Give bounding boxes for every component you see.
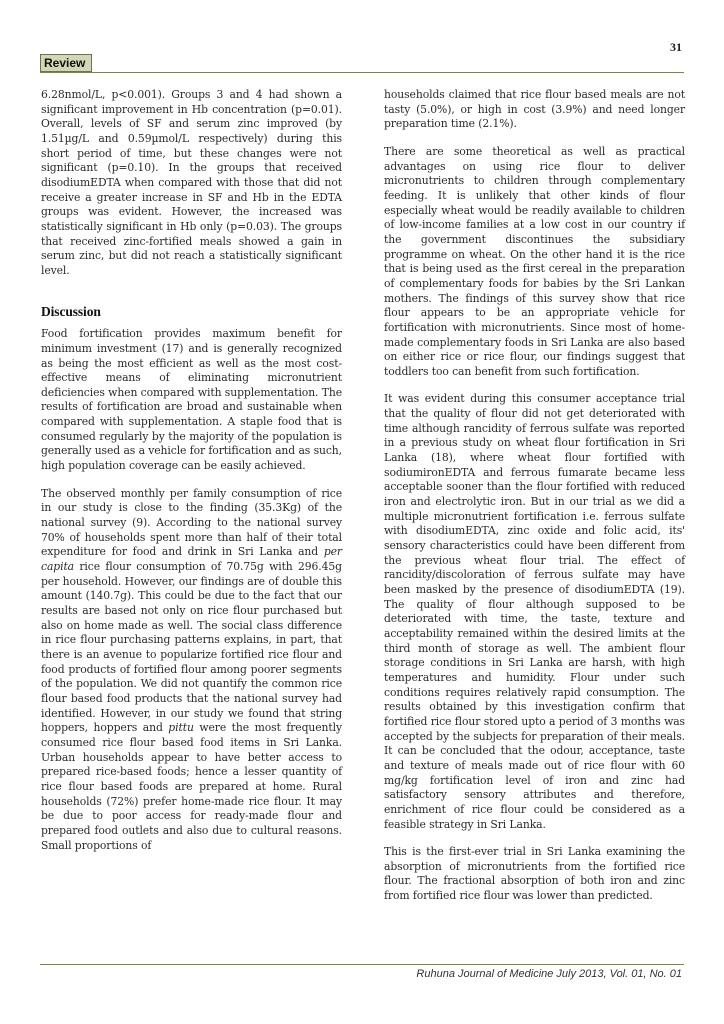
journal-footer: Ruhuna Journal of Medicine July 2013, Vol. 01, No. 01 [416,968,682,980]
body-paragraph: There are some theoretical as well as practical advantages on using rice flour to deliver micronutrients to children through complementary feeding. It is unlikely that other kinds of flour especially wheat would be readily available to children of low-income families at a low cost in our country if the government discontinues the subsidiary programme on wheat. On the other hand it is the rice that is being used as the first cereal in the preparation of complementary foods for babies by the Sri Lankan mothers. The findings of this survey show that rice flour appears to be an appropriate vehicle for fortification with micronutrients. Since most of home-made complementary foods in Sri Lanka are also based on either rice or rice flour, our findings suggest that toddlers too can benefit from such fortification. [384,144,685,378]
italic-term: pittu [168,721,194,735]
text-run: were the most frequently consumed rice flour based food items in Sri Lanka. Urban households appear to have better access to prepared rice-based foods; hence a lesser quantity of rice flour based foods are prepared at home. Rural households (72%) prefer home-made rice flour. It may be due to poor access for ready-made flour and prepared food outlets and also due to cultural reasons. Small proportions of [41,721,342,852]
footer-divider [40,964,684,965]
body-paragraph [41,487,342,853]
body-paragraph: households claimed that rice flour based meals are not tasty (5.0%), or high in cost (3.9%) and need longer preparation time (2.1%). [384,88,685,131]
body-paragraph: 6.28nmol/L, p<0.001). Groups 3 and 4 had shown a significant improvement in Hb concentration (p=0.01). Overall, levels of SF and serum zinc improved (by 1.51µg/L and 0.59µmol/L respectively) during this short period of time, but these changes were not significant (p=0.10). In the groups that received disodiumEDTA when compared with those that did not receive a greater increase in SF and Hb in the EDTA groups was evident. However, the increased was statistically significant in Hb only (p=0.03). The groups that received zinc-fortified meals showed a gain in serum zinc, but did not reach a statistically significant level. [41,88,342,277]
left-column [41,88,342,866]
header-divider [40,72,684,73]
text-run: rice flour consumption of 70.75g with 296.45g per household. However, our findings are of double this amount (140.7g). This could be due to the fact that our results are based not only on rice flour purchased but also on home made as well. The social class difference in rice flour purchasing patterns explains, in part, that there is an avenue to popularize fortified rice flour and food products of fortified flour among poorer segments of the population. We did not quantify the common rice flour based food products that the national survey had identified. However, in our study we found that string hoppers, hoppers and [41,560,342,735]
body-paragraph: It was evident during this consumer acceptance trial that the quality of flour did not get deteriorated with time although rancidity of ferrous sulfate was reported in a previous study on wheat flour fortification in Sri Lanka (18), where wheat flour fortified with sodiumironEDTA and ferrous fumarate became less acceptable sooner than the flour fortified with reduced iron and electrolytic iron. But in our trial as we did a multiple micronutrient fortification i.e. ferrous sulfate with disodiumEDTA, zinc oxide and folic acid, its' sensory characteristics could have been different from the previous wheat flour trial. The effect of rancidity/discoloration of ferrous sulfate may have been masked by the presence of disodiumEDTA (19). The quality of flour although supposed to be deteriorated with time, the taste, texture and acceptability remained within the desired limits at the third month of storage as well. The ambient flour storage conditions in Sri Lanka are harsh, with high temperatures and humidity. Flour under such conditions requires relatively rapid consumption. The results obtained by this investigation confirm that fortified rice flour stored upto a period of 3 months was accepted by the subjects for preparation of their meals. It can be concluded that the odour, acceptance, taste and texture of meals made out of rice flour with 60 mg/kg fortification level of iron and zinc had satisfactory sensory attributes and therefore, enrichment of rice flour could be considered as a feasible strategy in Sri Lanka. [384,392,685,831]
text-run: The observed monthly per family consumption of rice in our study is close to the finding (35.3Kg) of the national survey (9). According to the national survey 70% of households spent more than half of their total expenditure for food and drink in Sri Lanka and [41,486,342,559]
section-label: Review [40,54,92,72]
page-number: 31 [670,40,682,54]
italic-term: per capita [41,545,342,574]
body-paragraph: Food fortification provides maximum benefit for minimum investment (17) and is generally recognized as being the most efficient as well as the most cost-effective means of eliminating micronutrient deficiencies when compared with supplementation. The results of fortification are broad and sustainable when compared with supplementation. A staple food that is consumed regularly by the majority of the population is generally used as a vehicle for fortification and as such, high population coverage can be easily achieved. [41,327,342,473]
section-heading-discussion: Discussion [41,303,101,319]
right-column [384,88,685,917]
body-paragraph: This is the first-ever trial in Sri Lanka examining the absorption of micronutrients from the fortified rice flour. The fractional absorption of both iron and zinc from fortified rice flour was lower than predicted. [384,845,685,903]
